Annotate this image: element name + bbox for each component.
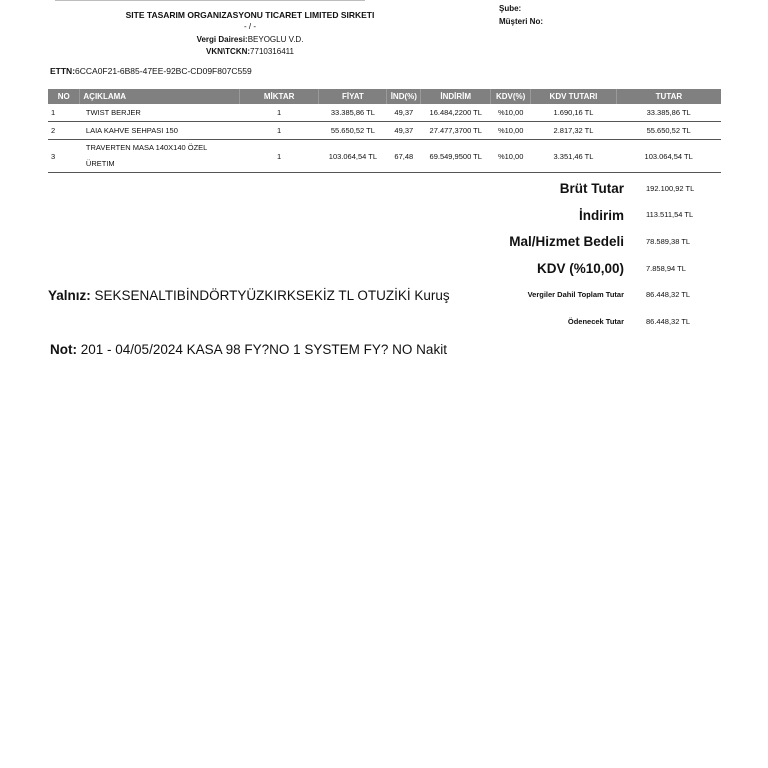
gross-total-label: Brüt Tutar bbox=[559, 181, 624, 196]
invoice-note bbox=[50, 342, 447, 357]
cell-total: 33.385,86 TL bbox=[616, 104, 721, 122]
header-divider bbox=[55, 0, 365, 1]
cell-no: 2 bbox=[48, 122, 80, 140]
table-row bbox=[48, 122, 721, 140]
vkn-value: 7710316411 bbox=[250, 47, 294, 56]
incl-tax-total-label: Vergiler Dahil Toplam Tutar bbox=[527, 290, 624, 299]
incl-tax-total-value: 86.448,32 TL bbox=[646, 290, 691, 299]
cell-discount: 27.477,3700 TL bbox=[421, 122, 491, 140]
cell-vat-pct: %10,00 bbox=[491, 122, 531, 140]
tax-office-label: Vergi Dairesi: bbox=[196, 35, 248, 44]
amount-in-words-text: SEKSENALTIBİNDÖRTYÜZKIRKSEKİZ TL OTUZİKİ Kuruş bbox=[94, 288, 450, 303]
cell-discount: 16.484,2200 TL bbox=[421, 104, 491, 122]
cell-description bbox=[80, 140, 239, 173]
col-header-quantity: MİKTAR bbox=[239, 89, 319, 104]
cell-no: 1 bbox=[48, 104, 80, 122]
discount-total-label: İndirim bbox=[578, 208, 624, 223]
cell-total: 103.064,54 TL bbox=[616, 140, 721, 173]
items-table bbox=[48, 89, 721, 173]
amount-in-words-label: Yalnız: bbox=[48, 288, 91, 303]
customer-no-label: Müşteri No: bbox=[499, 17, 543, 26]
cell-no: 3 bbox=[48, 140, 80, 173]
cell-discount-pct: 67,48 bbox=[387, 140, 421, 173]
payable-total-label: Ödenecek Tutar bbox=[567, 317, 624, 326]
note-label: Not: bbox=[50, 342, 77, 357]
table-header-row bbox=[48, 89, 721, 104]
cell-discount-pct: 49,37 bbox=[387, 122, 421, 140]
col-header-total: TUTAR bbox=[616, 89, 721, 104]
ettn-label: ETTN: bbox=[50, 66, 76, 76]
seller-vkn bbox=[50, 47, 450, 56]
cell-quantity: 1 bbox=[239, 140, 319, 173]
vkn-label: VKN\TCKN: bbox=[206, 47, 251, 56]
note-text: 201 - 04/05/2024 KASA 98 FY?NO 1 SYSTEM FY? NO Nakit bbox=[80, 342, 447, 357]
col-header-vat-amount: KDV TUTARI bbox=[531, 89, 617, 104]
ettn bbox=[50, 66, 252, 76]
cell-vat-pct: %10,00 bbox=[491, 104, 531, 122]
tax-office-value: BEYOGLU V.D. bbox=[247, 35, 304, 44]
ettn-value: 6CCA0F21-6B85-47EE-92BC-CD09F807C559 bbox=[75, 66, 252, 76]
description-line-2: ÜRETIM bbox=[85, 159, 115, 168]
cell-vat-pct: %10,00 bbox=[491, 140, 531, 173]
goods-value-label: Mal/Hizmet Bedeli bbox=[509, 234, 624, 249]
cell-quantity: 1 bbox=[239, 122, 319, 140]
cell-vat-amount: 1.690,16 TL bbox=[531, 104, 617, 122]
cell-vat-amount: 2.817,32 TL bbox=[531, 122, 617, 140]
cell-price: 55.650,52 TL bbox=[319, 122, 387, 140]
discount-total-value: 113.511,54 TL bbox=[646, 210, 694, 219]
cell-total: 55.650,52 TL bbox=[616, 122, 721, 140]
cell-vat-amount: 3.351,46 TL bbox=[531, 140, 617, 173]
table-row bbox=[48, 104, 721, 122]
branch-label: Şube: bbox=[499, 4, 522, 13]
vat-total-label: KDV (%10,00) bbox=[536, 261, 624, 276]
cell-discount-pct: 49,37 bbox=[387, 104, 421, 122]
vat-total-value: 7.858,94 TL bbox=[646, 264, 686, 273]
description-line-1: TRAVERTEN MASA 140X140 ÖZEL bbox=[85, 143, 208, 152]
col-header-vat-pct: KDV(%) bbox=[491, 89, 531, 104]
cell-description: TWIST BERJER bbox=[80, 104, 239, 122]
cell-price: 103.064,54 TL bbox=[319, 140, 387, 173]
goods-value-value: 78.589,38 TL bbox=[646, 237, 691, 246]
col-header-description: AÇIKLAMA bbox=[80, 89, 239, 104]
table-row bbox=[48, 140, 721, 173]
col-header-price: FİYAT bbox=[319, 89, 387, 104]
seller-tax-office bbox=[50, 35, 450, 44]
col-header-discount: İNDİRİM bbox=[421, 89, 491, 104]
seller-address: - / - bbox=[244, 22, 256, 31]
col-header-no: NO bbox=[48, 89, 80, 104]
payable-total-value: 86.448,32 TL bbox=[646, 317, 691, 326]
cell-description: LAIA KAHVE SEHPASI 150 bbox=[80, 122, 239, 140]
seller-company-name: SITE TASARIM ORGANIZASYONU TICARET LIMITED SIRKETI bbox=[125, 10, 375, 20]
cell-price: 33.385,86 TL bbox=[319, 104, 387, 122]
cell-quantity: 1 bbox=[239, 104, 319, 122]
cell-discount: 69.549,9500 TL bbox=[421, 140, 491, 173]
amount-in-words bbox=[48, 288, 450, 303]
col-header-discount-pct: İND(%) bbox=[387, 89, 421, 104]
gross-total-value: 192.100,92 TL bbox=[646, 184, 695, 193]
